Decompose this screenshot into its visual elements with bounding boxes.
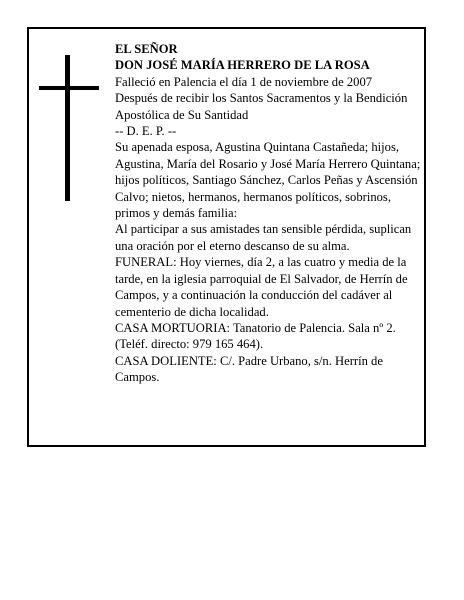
notice-text [115, 41, 425, 386]
sacraments-line: Después de recibir los Santos Sacramentos y la Bendición Apostólica de Su Santidad [115, 91, 408, 122]
cross-horizontal-bar [39, 86, 99, 90]
death-date-line: Falleció en Palencia el día 1 de noviembre de 2007 [115, 74, 373, 89]
mortuary-paragraph: CASA MORTUORIA: Tanatorio de Palencia. Sala nº 2. (Teléf. directo: 979 165 464). [115, 320, 396, 352]
prayer-paragraph: Al participar a sus amistades tan sensible pérdida, suplican una oración por el eterno descanso de su alma. [115, 222, 412, 253]
heading-title: EL SEÑOR [115, 42, 178, 56]
cross-vertical-bar [65, 55, 70, 201]
obituary-notice [27, 27, 426, 447]
family-paragraph: Su apenada esposa, Agustina Quintana Castañeda; hijos, Agustina, María del Rosario y José María Herrero Quintana; hijos políticos, Santiago Sánchez, Carlos Peñas y Ascensión Calvo; nietos, hermanos, hermanos políticos, sobrinos, primos y demás familia: [115, 140, 421, 221]
deceased-name: DON JOSÉ MARÍA HERRERO DE LA ROSA [115, 58, 370, 73]
family-home-paragraph: CASA DOLIENTE: C/. Padre Urbano, s/n. Herrín de Campos. [115, 353, 383, 385]
cross-icon [39, 55, 99, 201]
funeral-paragraph: FUNERAL: Hoy viernes, día 2, a las cuatro y media de la tarde, en la iglesia parroquial de El Salvador, de Herrín de Campos, y a continuación la conducción del cadáver al cementerio de dicha localidad. [115, 255, 408, 319]
rip-line: -- D. E. P. -- [115, 124, 177, 139]
